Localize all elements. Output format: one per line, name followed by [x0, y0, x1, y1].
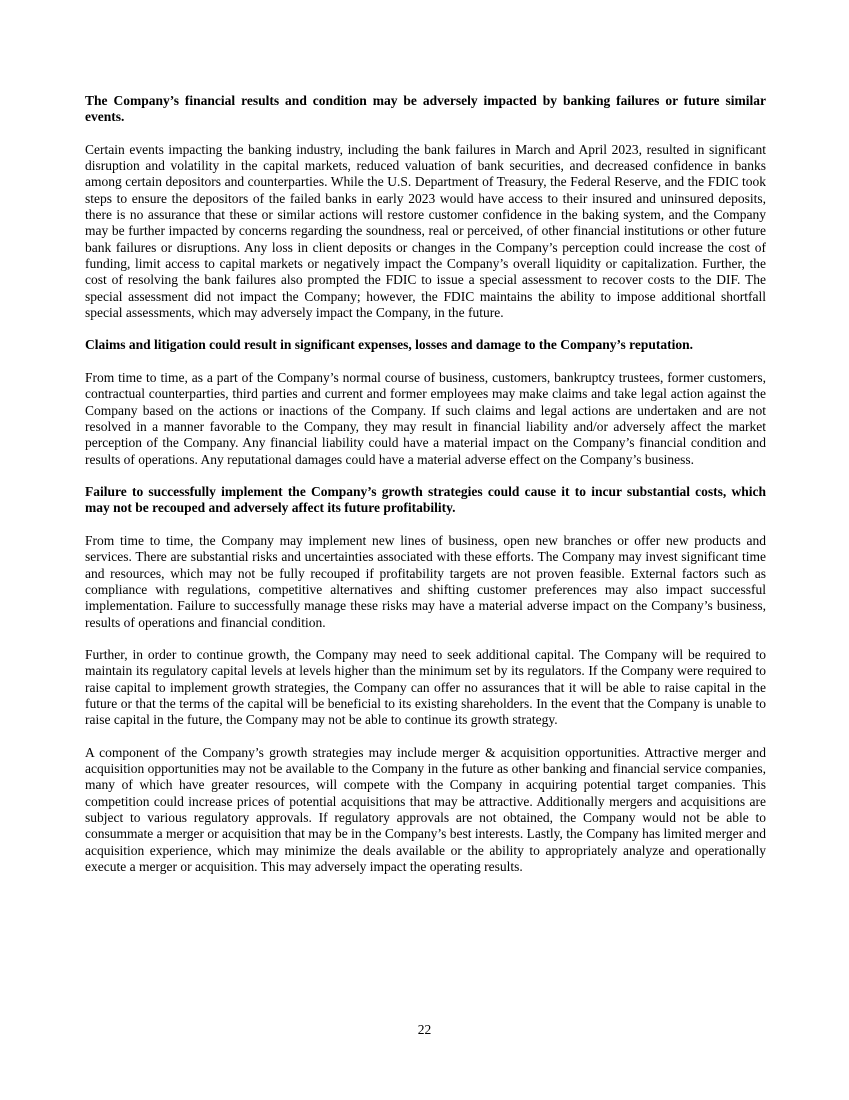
risk-heading-claims-litigation: Claims and litigation could result in significant expenses, losses and damage to the Company’s reputation.	[85, 337, 694, 353]
risk-heading-growth-strategies: Failure to successfully implement the Company’s growth strategies could cause it to incur substantial costs, which may not be recouped and adversely affect its future profitability.	[85, 484, 766, 516]
risk-heading-banking-failures: The Company’s financial results and condition may be adversely impacted by banking failures or future similar events.	[85, 93, 766, 125]
risk-paragraph-growth-new-lines: From time to time, the Company may implement new lines of business, open new branches or offer new products and services. There are substantial risks and uncertainties associated with these efforts. The Company may invest significant time and resources, which may not be fully recouped if profitability targets are not proven feasible. External factors such as compliance with regulations, competitive alternatives and shifting customer preferences may also impact successful implementation. Failure to successfully manage these risks may have a material adverse impact on the Company’s business, results of operations and financial condition.	[85, 533, 766, 630]
risk-paragraph-additional-capital: Further, in order to continue growth, the Company may need to seek additional capital. The Company will be required to maintain its regulatory capital levels at levels higher than the minimum set by its regulators. If the Company were required to raise capital to implement growth strategies, the Company can offer no assurances that it will be able to raise capital in the future or that the terms of the capital will be beneficial to its existing shareholders. In the event that the Company is unable to raise capital in the future, the Company may not be able to continue its growth strategy.	[85, 647, 766, 728]
risk-paragraph-claims-litigation: From time to time, as a part of the Company’s normal course of business, customers, bankruptcy trustees, former customers, contractual counterparties, third parties and current and former employees may make claims and take legal action against the Company based on the actions or inactions of the Company. If such claims and legal actions are undertaken and are not resolved in a manner favorable to the Company, they may result in financial liability and/or adversely affect the market perception of the Company. Any financial liability could have a material impact on the Company’s financial condition and results of operations. Any reputational damages could have a material adverse effect on the Company’s business.	[85, 370, 766, 467]
page-number: 22	[417, 1022, 432, 1037]
document-body	[85, 93, 766, 892]
risk-paragraph-merger-acquisition: A component of the Company’s growth strategies may include merger & acquisition opportunities. Attractive merger and acquisition opportunities may not be available to the Company in the future as other banking and financial service companies, many of which have greater resources, will compete with the Company in acquiring potential target companies. This competition could increase prices of potential acquisitions that may be attractive. Additionally mergers and acquisitions are subject to various regulatory approvals. If regulatory approvals are not obtained, the Company would not be able to consummate a merger or acquisition that may be in the Company’s best interests. Lastly, the Company has limited merger and acquisition experience, which may minimize the deals available or the ability to appropriately analyze and operationally execute a merger or acquisition. This may adversely impact the operating results.	[85, 744, 766, 874]
risk-paragraph-banking-failures: Certain events impacting the banking industry, including the bank failures in March and April 2023, resulted in significant disruption and volatility in the capital markets, reduced valuation of bank securities, and decreased confidence in banks among certain depositors and counterparties. While the U.S. Department of Treasury, the Federal Reserve, and the FDIC took steps to ensure the depositors of the failed banks in early 2023 would have access to their insured and uninsured deposits, there is no assurance that these or similar actions will restore customer confidence in the baking system, and the Company may be further impacted by concerns regarding the soundness, real or perceived, of other financial institutions or other future bank failures or disruptions. Any loss in client deposits or changes in the Company’s perception could increase the cost of funding, limit access to capital markets or negatively impact the Company’s overall liquidity or capitalization. Further, the cost of resolving the bank failures also prompted the FDIC to issue a special assessment to recover costs to the DIF. The special assessment did not impact the Company; however, the FDIC maintains the ability to impose additional shortfall special assessments, which may adversely impact the Company, in the future.	[85, 141, 766, 320]
